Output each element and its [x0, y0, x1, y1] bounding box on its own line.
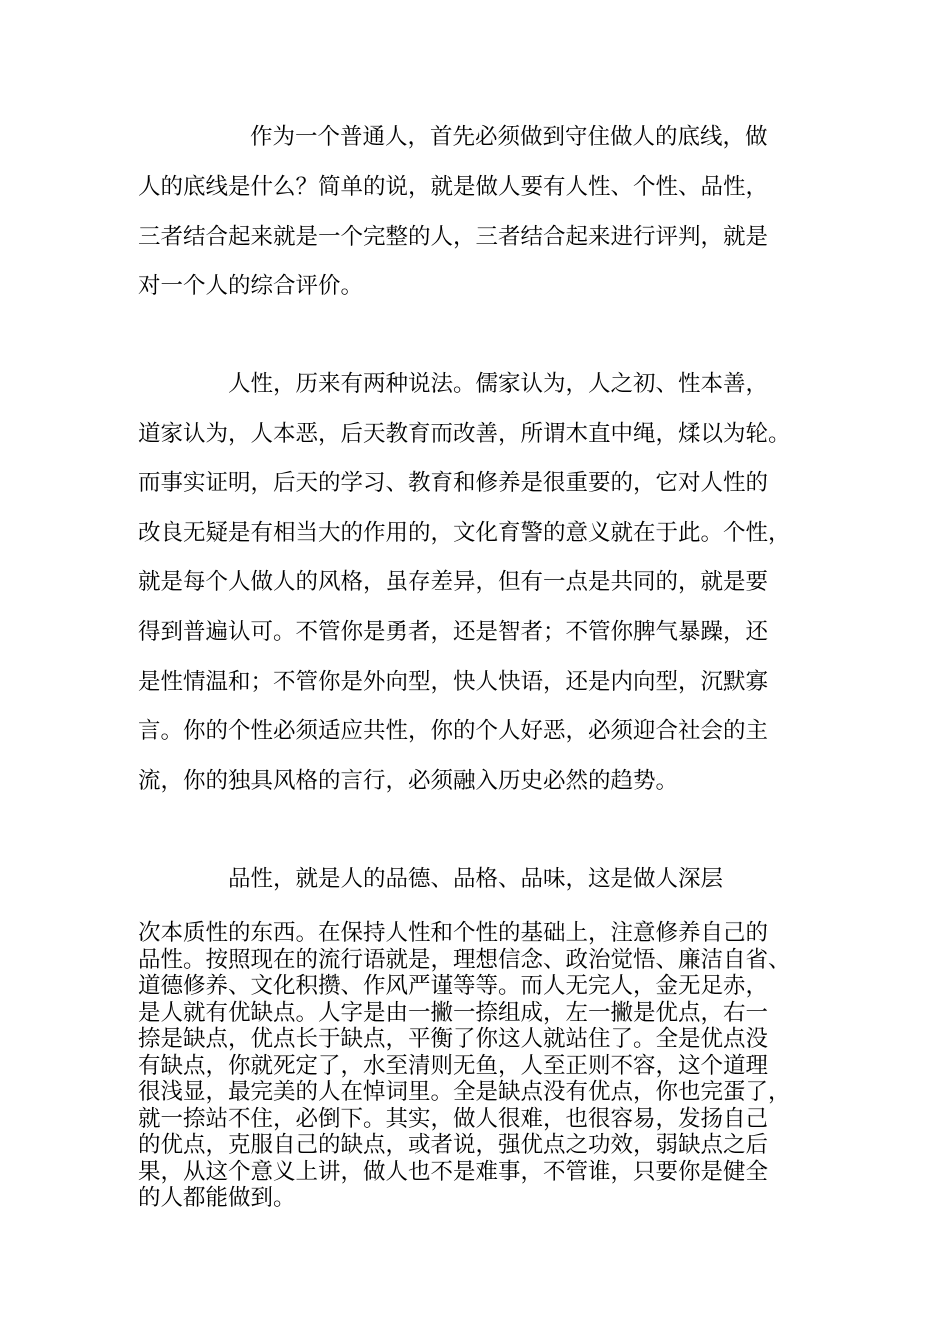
paragraph-3-line-8: 很浅显，最完美的人在悼词里。全是缺点没有优点，你也完蛋了， [138, 1079, 791, 1105]
paragraph-1-line-2: 人的底线是什么？简单的说，就是做人要有人性、个性、品性， [138, 174, 769, 200]
paragraph-3-line-3: 品性。按照现在的流行语就是，理想信念、政治觉悟、廉洁自省、 [138, 947, 791, 973]
paragraph-3-line-12: 的人都能做到。 [138, 1185, 296, 1211]
paragraph-3-line-5: 是人就有优缺点。人字是由一撇一捺组成，左一撇是优点，右一 [138, 1000, 769, 1026]
paragraph-2-line-3: 而事实证明，后天的学习、教育和修养是很重要的，它对人性的 [138, 470, 769, 496]
paragraph-3-line-9: 就一捺站不住，必倒下。其实，做人很难，也很容易，发扬自己 [138, 1106, 769, 1132]
paragraph-1-line-4: 对一个人的综合评价。 [138, 273, 364, 299]
paragraph-2-line-4: 改良无疑是有相当大的作用的，文化育警的意义就在于此。个性， [138, 520, 791, 546]
paragraph-3-line-4: 道德修养、文化积攒、作风严谨等等。而人无完人，金无足赤， [138, 973, 769, 999]
paragraph-2-line-6: 得到普遍认可。不管你是勇者，还是智者；不管你脾气暴躁，还 [138, 619, 769, 645]
paragraph-2-line-9: 流，你的独具风格的言行，必须融入历史必然的趋势。 [138, 768, 679, 794]
paragraph-3-line-2: 次本质性的东西。在保持人性和个性的基础上，注意修养自己的 [138, 920, 769, 946]
paragraph-3-line-6: 捺是缺点，优点长于缺点，平衡了你这人就站住了。全是优点没 [138, 1026, 769, 1052]
paragraph-2-line-5: 就是每个人做人的风格，虽存差异，但有一点是共同的，就是要 [138, 569, 769, 595]
paragraph-2-line-7: 是性情温和；不管你是外向型，快人快语，还是内向型，沉默寡 [138, 669, 769, 695]
paragraph-2-line-1: 人性，历来有两种说法。儒家认为，人之初、性本善， [228, 371, 769, 397]
paragraph-1-line-3: 三者结合起来就是一个完整的人，三者结合起来进行评判，就是 [138, 224, 769, 250]
paragraph-3-line-10: 的优点，克服自己的缺点，或者说，强优点之功效，弱缺点之后 [138, 1132, 769, 1158]
paragraph-3-line-1: 品性，就是人的品德、品格、品味，这是做人深层 [228, 866, 724, 892]
paragraph-3-line-11: 果，从这个意义上讲，做人也不是难事，不管谁，只要你是健全 [138, 1159, 769, 1185]
paragraph-2-line-8: 言。你的个性必须适应共性，你的个人好恶，必须迎合社会的主 [138, 718, 769, 744]
paragraph-1-line-1: 作为一个普通人，首先必须做到守住做人的底线，做 [250, 124, 768, 150]
paragraph-3-line-7: 有缺点，你就死定了，水至清则无鱼，人至正则不容，这个道理 [138, 1053, 769, 1079]
paragraph-2-line-2: 道家认为，人本恶，后天教育而改善，所谓木直中绳，煣以为轮。 [138, 421, 791, 447]
